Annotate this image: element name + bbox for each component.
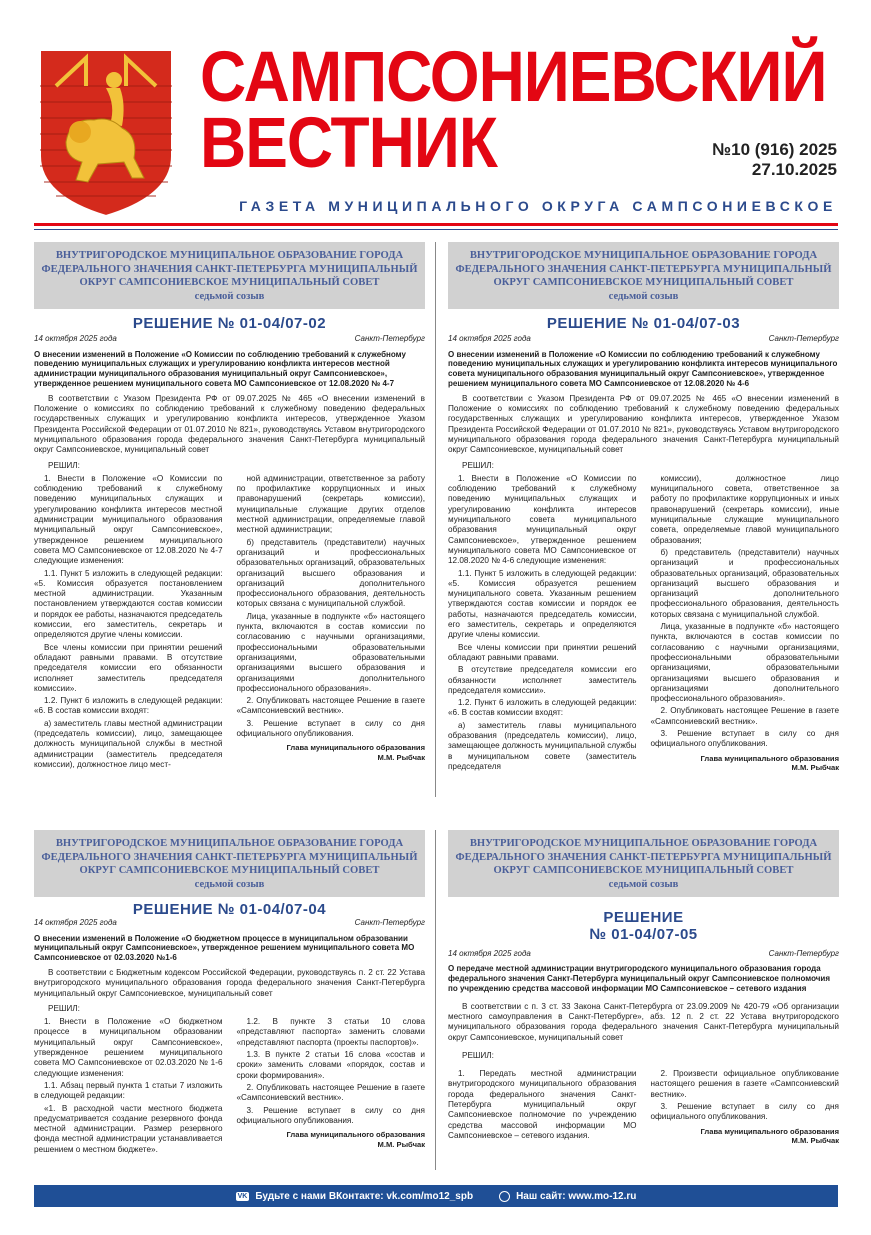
paragraph: 1.1. Абзац первый пункта 1 статьи 7 изложить в следующей редакции: xyxy=(34,1080,223,1101)
issue-info xyxy=(712,140,837,180)
decision-subject: О передаче местной администрации внутригородского муниципального образования города федерального значения Санкт-Петербурга муниципальный округ Сампсониевское полномочия по учреждению средства массовой информации МО Сампсониевское – сетевого издания xyxy=(448,964,831,993)
decision-title-line1: РЕШЕНИЕ xyxy=(603,909,684,926)
decision-text-right xyxy=(651,474,840,750)
issuer-name: ВНУТРИГОРОДСКОЕ МУНИЦИПАЛЬНОЕ ОБРАЗОВАНИЕ ГОРОДА ФЕДЕРАЛЬНОГО ЗНАЧЕНИЯ САНКТ-ПЕТЕРБУРГА МУНИЦИПАЛЬНЫЙ ОКРУГ САМПСОНИЕВСКОЕ МУНИЦИПАЛЬНЫЙ СОВЕТ xyxy=(41,250,418,288)
decision-text-left xyxy=(448,474,637,774)
masthead-red-rule xyxy=(34,223,838,226)
paragraph: 1. Передать местной администрации внутригородского муниципального образования города федерального значения Санкт-Петербурга муниципальный округ Сампсониевское полномочие по учреждению средства массовой информации МО Сампсониевское – сетевого издания. xyxy=(448,1069,637,1140)
signature xyxy=(237,743,426,762)
decision-place: Санкт-Петербург xyxy=(354,918,425,928)
paragraph: 2. Опубликовать настоящее Решение в газете «Сампсониевский вестник». xyxy=(236,1082,425,1103)
issuer-header xyxy=(34,830,425,897)
paragraph: Лица, указанные в подпункте «б» настоящего пункта, включаются в состав комиссии по согласованию с научными организациями, профессиональными образовательными организациями, образовательными организациями высшего образования и организациями дополнительного профессионального образования». xyxy=(650,622,839,704)
signature-role: Глава муниципального образования xyxy=(286,1130,425,1140)
signature-name: М.М. Рыбчак xyxy=(377,752,425,762)
convocation: седьмой созыв xyxy=(608,290,679,302)
decision-block-05 xyxy=(448,830,839,1146)
paragraph: 3. Решение вступает в силу со дня официального опубликования. xyxy=(236,1105,425,1125)
decision-title xyxy=(448,909,839,943)
convocation: седьмой созыв xyxy=(194,878,265,890)
paragraph: 3. Решение вступает в силу со дня официального опубликования. xyxy=(650,728,839,749)
paragraph: 2. Опубликовать настоящее Решение в газете «Сампсониевский вестник». xyxy=(236,696,425,716)
paragraph: а) заместитель главы муниципального образования (председатель комиссии), лицо, замещающее должность муниципальной службы в муниципальном совете (заместитель председателя xyxy=(448,720,637,771)
issue-number: №10 (916) 2025 xyxy=(712,140,837,159)
tagline: ГАЗЕТА МУНИЦИПАЛЬНОГО ОКРУГА САМПСОНИЕВСКОЕ xyxy=(239,198,837,214)
resolved-label: РЕШИЛ: xyxy=(48,1003,80,1013)
paragraph: ной администрации, ответственное за работу по профилактике коррупционных и иных правонарушений (секретарь комиссии), муниципальные служащие других отделов местной администрации, определяемые главой местной администрации; xyxy=(236,473,425,535)
decision-text-right xyxy=(237,474,426,739)
paragraph: б) представитель (представители) научных организаций и профессиональных образовательных организаций, образовательных организаций высшего образования и организаций дополнительного профессионального образования, деятельность которых связана с муниципальной службой. xyxy=(236,537,425,609)
paragraph: комиссии), должностное лицо муниципального совета, ответственное за работу по профилактике коррупционных и иных правонарушений (секретарь комиссии), иные муниципальные служащие муниципального совета, определяемые главой муниципального образования; xyxy=(650,473,839,545)
issuer-name: ВНУТРИГОРОДСКОЕ МУНИЦИПАЛЬНОЕ ОБРАЗОВАНИЕ ГОРОДА ФЕДЕРАЛЬНОГО ЗНАЧЕНИЯ САНКТ-ПЕТЕРБУРГА МУНИЦИПАЛЬНЫЙ ОКРУГ САМПСОНИЕВСКОЕ МУНИЦИПАЛЬНЫЙ СОВЕТ xyxy=(41,838,418,876)
signature-name: М.М. Рыбчак xyxy=(377,1139,425,1149)
signature-role: Глава муниципального образования xyxy=(286,743,425,753)
decision-title: РЕШЕНИЕ № 01-04/07-03 xyxy=(546,315,741,332)
decision-place: Санкт-Петербург xyxy=(768,334,839,344)
decision-subject: О внесении изменений в Положение «О Комиссии по соблюдению требований к служебному поведению муниципальных служащих и урегулированию конфликта интересов муниципального совета муниципального образования муниципальный округ Сампсониевское», утвержденное решением муниципального совета МО Сампсониевское от 12.08.2020 № 4-6 xyxy=(448,349,838,388)
paragraph: 1. Внести в Положение «О Комиссии по соблюдению требований к служебному поведению муниципальных служащих и урегулированию конфликта интересов местной администрации муниципального образования муниципальный округ Сампсониевское», утвержденное решением муниципального совета МО Сампсониевское от 12.08.2020 № 4-7 следующие изменения: xyxy=(34,473,223,566)
paragraph: 1.2. Пункт 6 изложить в следующей редакции: «6. В состав комиссии входят: xyxy=(34,696,223,716)
decision-preamble: В соответствии с Бюджетным кодексом Российской Федерации, руководствуясь п. 2 ст. 22 Устава внутригородского муниципального образования города федерального значения Санкт-Петербурга муниципальный округ Сампсониевское, муниципальный совет xyxy=(34,967,425,998)
decision-preamble: В соответствии с Указом Президента РФ от 09.07.2025 № 465 «О внесении изменений в Положение о комиссиях по соблюдению требований к служебному поведению федеральных государственных служащих и урегулированию конфликта интересов, утвержденное Указом Президента Российской Федерации от 01.07.2010 № 821», руководствуясь Уставом внутригородского муниципального образования города федерального значения Санкт-Петербурга муниципальный округ Сампсониевское, муниципальный совет xyxy=(448,393,839,455)
paragraph: 1.3. В пункте 2 статьи 16 слова «состав и сроки» заменить словами «порядок, состав и сроки формирования». xyxy=(236,1050,425,1080)
paragraph: 1.2. Пункт 6 изложить в следующей редакции: «6. В состав комиссии входят: xyxy=(448,698,637,718)
issuer-name: ВНУТРИГОРОДСКОЕ МУНИЦИПАЛЬНОЕ ОБРАЗОВАНИЕ ГОРОДА ФЕДЕРАЛЬНОГО ЗНАЧЕНИЯ САНКТ-ПЕТЕРБУРГА МУНИЦИПАЛЬНЫЙ ОКРУГ САМПСОНИЕВСКОЕ МУНИЦИПАЛЬНЫЙ СОВЕТ xyxy=(455,250,832,288)
decision-date: 14 октября 2025 года xyxy=(448,949,531,958)
decision-text-left xyxy=(34,1017,223,1157)
signature xyxy=(237,1130,426,1149)
paragraph: 3. Решение вступает в силу со дня официального опубликования. xyxy=(650,1102,839,1122)
paragraph: 1. Внести в Положение «О Комиссии по соблюдению требований к служебному поведению муниципальных служащих и урегулированию конфликта интересов муниципального совета муниципального образования муниципальный округ Сампсониевское», утвержденное решением муниципального совета МО Сампсониевское от 12.08.2020 № 4-6 следующие изменения: xyxy=(448,473,637,566)
decision-text-right xyxy=(651,1069,840,1122)
paragraph: а) заместитель главы местной администрации (председатель комиссии), лицо, замещающее должность муниципальной службы в местной администрации (заместитель председателя комиссии), должностное лицо мест- xyxy=(34,718,223,769)
decision-block-03 xyxy=(448,242,839,774)
issuer-header xyxy=(448,242,839,309)
coat-of-arms xyxy=(36,46,176,218)
column-divider xyxy=(435,242,436,797)
decision-block-02 xyxy=(34,242,425,772)
footer-bar xyxy=(34,1185,838,1207)
globe-icon xyxy=(499,1191,510,1202)
paragraph: 2. Произвести официальное опубликование настоящего решения в газете «Сампсониевский вестник». xyxy=(650,1069,839,1099)
decision-title: РЕШЕНИЕ № 01-04/07-04 xyxy=(132,901,327,918)
vk-logo-icon: VK xyxy=(237,1192,248,1200)
decision-place: Санкт-Петербург xyxy=(768,949,839,958)
decision-title-line2: № 01-04/07-05 xyxy=(589,926,698,943)
paragraph: 1. Внести в Положение «О бюджетном процессе в муниципальном образовании муниципальный округ Сампсониевское», утвержденное решением муниципального совета МО Сампсониевское от 02.03.2020 № 1-6 следующие изменения: xyxy=(34,1017,223,1078)
resolved-label: РЕШИЛ: xyxy=(48,460,80,470)
signature-name: М.М. Рыбчак xyxy=(791,763,839,773)
masthead-title-line1: САМПСОНИЕВСКИЙ xyxy=(200,36,827,117)
paragraph: Все члены комиссии при принятии решений обладают равными правами. В отсутствие председателя комиссии его обязанности исполняет заместитель председателя комиссии». xyxy=(34,642,223,693)
decision-text-left xyxy=(448,1069,637,1145)
paragraph: 3. Решение вступает в силу со дня официального опубликования. xyxy=(236,718,425,738)
issue-date: 27.10.2025 xyxy=(751,160,837,179)
resolved-label: РЕШИЛ: xyxy=(462,460,494,470)
issuer-name: ВНУТРИГОРОДСКОЕ МУНИЦИПАЛЬНОЕ ОБРАЗОВАНИЕ ГОРОДА ФЕДЕРАЛЬНОГО ЗНАЧЕНИЯ САНКТ-ПЕТЕРБУРГА МУНИЦИПАЛЬНЫЙ ОКРУГ САМПСОНИЕВСКОЕ МУНИЦИПАЛЬНЫЙ СОВЕТ xyxy=(455,838,832,876)
signature xyxy=(651,1127,840,1146)
signature-name: М.М. Рыбчак xyxy=(791,1136,839,1146)
paragraph: 1.1. Пункт 5 изложить в следующей редакции: «5. Комиссия образуется решением муниципального совета. Указанным решением утверждаются состав комиссии и порядок ее работы, назначаются председатель комиссии, его заместитель, секретарь и определяются другие члены комиссии. xyxy=(448,568,637,640)
decision-subject: О внесении изменений в Положение «О Комиссии по соблюдению требований к служебному поведению муниципальных служащих и урегулированию конфликта интересов местной администрации муниципального образования муниципальный округ Сампсониевское», утвержденное решением муниципального совета МО Сампсониевское от 12.08.2020 № 4-7 xyxy=(34,349,406,388)
masthead-blue-rule xyxy=(34,229,838,230)
site-link[interactable]: Наш сайт: www.mo-12.ru xyxy=(516,1190,637,1202)
vk-link[interactable]: Будьте с нами ВКонтакте: vk.com/mo12_spb xyxy=(255,1190,474,1202)
decision-place: Санкт-Петербург xyxy=(354,334,425,344)
paragraph: 2. Опубликовать настоящее Решение в газете «Сампсониевский вестник». xyxy=(650,706,839,726)
issuer-header xyxy=(34,242,425,309)
issuer-header xyxy=(448,830,839,897)
paragraph: «1. В расходной части местного бюджета предусматривается создание резервного фонда местной администрации. Размер резервного фонда местной администрации устанавливается решением о местном бюджете». xyxy=(34,1103,223,1154)
decision-title: РЕШЕНИЕ № 01-04/07-02 xyxy=(132,315,327,332)
resolved-label: РЕШИЛ: xyxy=(462,1050,494,1060)
decision-subject: О внесении изменений в Положение «О бюджетном процессе в муниципальном образовании муниципальный округ Сампсониевское», утвержденное решением муниципального совета МО Сампсониевское от 02.03.2020 №1-6 xyxy=(34,933,415,963)
decision-preamble: В соответствии с Указом Президента РФ от 09.07.2025 № 465 «О внесении изменений в Положение о комиссиях по соблюдению требований к служебному поведению федеральных государственных служащих и урегулированию конфликта интересов, утвержденное Указом Президента Российской Федерации от 01.07.2010 № 821», руководствуясь Уставом внутригородского муниципального образования города федерального значения Санкт-Петербурга муниципальный округ Сампсониевское, муниципальный совет xyxy=(34,393,425,455)
decision-text-right xyxy=(237,1017,426,1126)
paragraph: 1.2. В пункте 3 статьи 10 слова «представляют паспорта» заменить словами «представляют паспорта (проекты паспортов)». xyxy=(236,1017,425,1047)
decision-block-04 xyxy=(34,830,425,1157)
convocation: седьмой созыв xyxy=(608,878,679,890)
signature-role: Глава муниципального образования xyxy=(700,1126,839,1136)
signature-role: Глава муниципального образования xyxy=(700,753,839,763)
convocation: седьмой созыв xyxy=(194,290,265,302)
decision-date: 14 октября 2025 года xyxy=(448,334,531,344)
decision-date: 14 октября 2025 года xyxy=(34,334,117,344)
decision-text-left xyxy=(34,474,223,772)
decision-date: 14 октября 2025 года xyxy=(34,918,117,928)
paragraph: Лица, указанные в подпункте «б» настоящего пункта, включаются в состав комиссии по согласованию с научными организациями, профессиональными образовательными организациями, образовательными организациями высшего образования и организациями дополнительного профессионального образования». xyxy=(236,611,425,693)
signature xyxy=(651,754,840,773)
masthead-title-line2: ВЕСТНИК xyxy=(200,102,497,183)
paragraph: 1.1. Пункт 5 изложить в следующей редакции: «5. Комиссия образуется постановлением местной администрации. Указанным постановлением утверждаются состав комиссии и порядок ее работы, назначаются председатель комиссии, его заместитель, секретарь и определяются другие члены комиссии. xyxy=(34,568,223,640)
paragraph: В отсутствие председателя комиссии его обязанности исполняет заместитель председателя комиссии». xyxy=(448,665,637,695)
column-divider xyxy=(435,830,436,1170)
decision-preamble: В соответствии с п. 3 ст. 33 Закона Санкт-Петербурга от 23.09.2009 № 420-79 «Об организации местного самоуправления в Санкт-Петербурге», абз. 12 п. 2 ст. 22 Устава внутригородского муниципального образования города федерального значения Санкт-Петербурга муниципальный округ Сампсониевское, муниципальный совет xyxy=(448,1001,839,1042)
paragraph: б) представитель (представители) научных организаций и профессиональных образовательных организаций, образовательных организаций высшего образования и организаций дополнительного профессионального образования, деятельность которых связана с муниципальной службой. xyxy=(650,547,839,619)
paragraph: Все члены комиссии при принятии решений обладают равными правами. xyxy=(448,642,637,662)
